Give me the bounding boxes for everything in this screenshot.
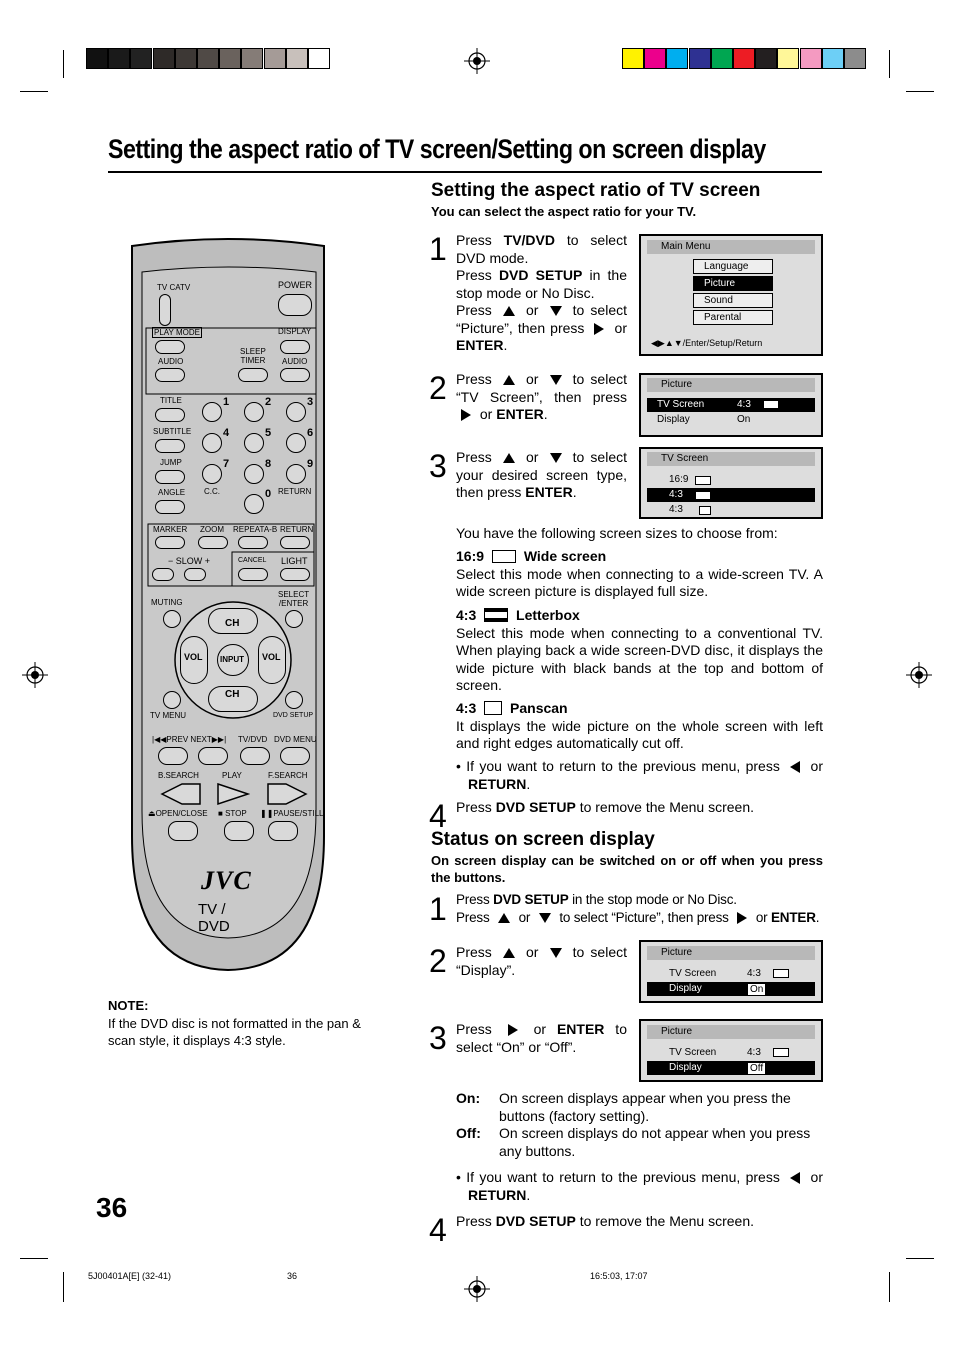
screen-icon <box>484 701 502 715</box>
up-arrow-icon <box>503 306 515 316</box>
option-panscan <box>456 700 823 753</box>
crop-mark <box>20 91 48 92</box>
right-arrow-icon <box>461 409 471 421</box>
osd-row-tvscreen <box>647 398 815 412</box>
digit-label: 9 <box>307 458 314 470</box>
up-arrow-icon <box>503 453 515 463</box>
select-enter-button[interactable] <box>285 610 303 628</box>
screen-icon <box>492 550 516 563</box>
color-swatch <box>777 48 799 69</box>
digit-4-button[interactable] <box>202 433 222 453</box>
osd-label: TV Screen <box>657 399 705 410</box>
osd-display-menu <box>639 940 823 1003</box>
osd-row-tvscreen <box>647 967 815 981</box>
zoom-button[interactable] <box>198 536 228 549</box>
option-text: Select this mode when connecting to a conventional TV. When playing back a wide screen-DVD disc, it displays the wide picture with black bands at the top and bottom of screen. <box>456 624 823 693</box>
on-text: On screen displays appear when you press the buttons (factory setting). <box>499 1090 791 1124</box>
osd-value: Off <box>747 1062 766 1075</box>
osd-row-tvscreen <box>647 1046 815 1060</box>
display-button[interactable] <box>280 340 310 354</box>
return-note: • If you want to return to the previous menu, press or RETURN. <box>456 758 823 792</box>
digit-label: 4 <box>223 427 230 439</box>
option-text: It displays the wide picture on the whole screen with left and right edges automatically cut off. <box>456 717 823 751</box>
digit-8-button[interactable] <box>244 464 264 484</box>
label-open-close: ⏏OPEN/CLOSE <box>148 809 208 818</box>
digit-label: 5 <box>265 427 272 439</box>
label-fsearch: F.SEARCH <box>268 771 308 780</box>
crop-mark <box>889 1272 890 1302</box>
color-swatch <box>844 48 866 69</box>
down-arrow-icon <box>550 453 562 463</box>
tv-menu-button[interactable] <box>163 691 181 709</box>
digit-label: 8 <box>265 458 272 470</box>
down-arrow-icon <box>550 948 562 958</box>
right-arrow-icon <box>737 912 747 924</box>
label-select-enter: SELECT /ENTER <box>278 590 310 608</box>
option-name: Wide screen <box>523 548 607 564</box>
osd-row-43-letterbox <box>647 488 815 502</box>
jump-button[interactable] <box>155 470 185 484</box>
page-number: 36 <box>96 1192 128 1223</box>
osd-title: Picture <box>647 378 815 392</box>
pause-still-button[interactable] <box>268 821 298 841</box>
osd-label: Display <box>669 1062 702 1073</box>
aspect-step1-text: Press TV/DVD to select DVD mode. Press DVD SETUP in the stop mode or No Disc. Press or to select “Picture”, then press or ENTER. <box>456 232 628 353</box>
osd-value: On <box>737 414 751 425</box>
option-name: Panscan <box>510 700 568 716</box>
digit-5-button[interactable] <box>244 433 264 453</box>
screen-icon <box>763 400 779 409</box>
screen-icon <box>484 608 508 622</box>
fsearch-button[interactable] <box>266 782 308 806</box>
off-label: Off: <box>456 1125 481 1141</box>
registration-mark-icon <box>464 1276 490 1302</box>
label-return-2: RETURN <box>280 525 314 534</box>
label-audio: AUDIO <box>158 357 184 366</box>
step-number: 1 <box>429 231 447 267</box>
bsearch-button[interactable] <box>160 782 202 806</box>
osd-label: TV Screen <box>669 1047 717 1058</box>
play-button[interactable] <box>216 782 250 806</box>
label-display: DISPLAY <box>278 327 312 336</box>
label-tv-dvd: TV/DVD <box>238 735 268 744</box>
label-subtitle: SUBTITLE <box>153 427 192 436</box>
registration-mark-icon <box>906 662 932 688</box>
osd-item-parental: Parental <box>693 310 773 325</box>
return-note: • If you want to return to the previous menu, press or RETURN. <box>456 1169 823 1203</box>
label-light: LIGHT <box>281 556 308 566</box>
dvd-menu-button[interactable] <box>280 747 310 765</box>
label-audio-tv: AUDIO <box>282 357 308 366</box>
label-jump: JUMP <box>160 458 182 467</box>
status-step4-text: Press DVD SETUP to remove the Menu screen. <box>456 1213 755 1229</box>
angle-button[interactable] <box>155 500 185 514</box>
aspect-heading: Setting the aspect ratio of TV screen <box>431 180 761 201</box>
screen-icon <box>773 969 789 978</box>
page-title: Setting the aspect ratio of TV screen/Setting on screen display <box>108 134 766 164</box>
down-arrow-icon <box>550 306 562 316</box>
label-dvd-setup: DVD SETUP <box>273 712 314 719</box>
prev-button[interactable] <box>158 747 188 765</box>
right-arrow-icon <box>594 323 604 335</box>
status-step2-text: Press or to select “Display”. <box>456 944 627 978</box>
osd-row-display <box>647 1061 815 1075</box>
label-dvd-menu: DVD MENU <box>274 735 317 744</box>
stop-button[interactable] <box>224 821 254 841</box>
color-swatch <box>711 48 733 69</box>
label-stop: ■ STOP <box>218 809 247 818</box>
osd-value: 4:3 <box>747 968 761 979</box>
label-muting: MUTING <box>151 598 183 607</box>
slow-plus-button[interactable] <box>184 568 206 581</box>
step-number: 1 <box>429 891 447 927</box>
osd-picture-menu <box>639 373 823 437</box>
osd-label: TV Screen <box>669 968 717 979</box>
step-number: 3 <box>429 1020 447 1056</box>
up-arrow-icon <box>503 948 515 958</box>
audio-button[interactable] <box>155 368 185 382</box>
digit-0-button[interactable] <box>244 494 264 514</box>
slow-minus-button[interactable] <box>152 568 174 581</box>
gray-swatch <box>308 48 330 69</box>
label-next: NEXT <box>190 735 212 744</box>
gray-swatch <box>219 48 241 69</box>
label-vol-down: VOL <box>184 652 203 662</box>
step-number: 4 <box>429 798 447 834</box>
osd-display-off-menu <box>639 1019 823 1082</box>
light-button[interactable] <box>280 568 310 581</box>
label-marker: MARKER <box>153 525 188 534</box>
osd-item-language: Language <box>693 259 773 274</box>
label-repeat: REPEATA-B <box>233 525 278 534</box>
osd-title: Main Menu <box>647 240 815 254</box>
right-arrow-icon <box>508 1024 518 1036</box>
osd-value: On <box>747 983 766 996</box>
open-close-button[interactable] <box>168 821 198 841</box>
step-number: 2 <box>429 943 447 979</box>
status-heading: Status on screen display <box>431 829 655 850</box>
jvc-logo: JVC <box>201 866 252 895</box>
label-slow: − SLOW + <box>168 556 211 566</box>
aspect-step3-text: Press or to select your desired screen type, then press ENTER. <box>456 449 627 500</box>
choose-intro: You have the following screen sizes to choose from: <box>456 525 778 541</box>
label-bsearch: B.SEARCH <box>158 771 199 780</box>
sleep-timer-button[interactable] <box>238 368 268 382</box>
label-title: TITLE <box>160 396 182 405</box>
osd-label: 4:3 <box>669 489 683 500</box>
subtitle-button[interactable] <box>155 439 185 453</box>
footer-code: 5J00401A[E] (32-41) <box>88 1271 172 1281</box>
option-text: Select this mode when connecting to a wide-screen TV. A wide screen picture is displayed full size. <box>456 565 823 599</box>
up-arrow-icon <box>498 913 510 923</box>
crop-mark <box>906 91 934 92</box>
gray-swatch <box>108 48 130 69</box>
osd-nav-hint-text: /Enter/Setup/Return <box>682 338 763 348</box>
on-label: On: <box>456 1090 481 1106</box>
gray-swatch <box>130 48 152 69</box>
digit-9-button[interactable] <box>286 464 306 484</box>
label-tv-catv: TV CATV <box>157 283 191 292</box>
play-mode-button[interactable] <box>155 340 185 354</box>
osd-row-43-panscan <box>647 503 815 517</box>
label-angle: ANGLE <box>158 488 186 497</box>
osd-item-picture: Picture <box>693 276 773 291</box>
step-number: 2 <box>429 370 447 406</box>
osd-value: 4:3 <box>747 1047 761 1058</box>
label-pause-text: PAUSE/STILL <box>273 809 324 818</box>
label-open-close-text: OPEN/CLOSE <box>155 809 208 818</box>
on-off-explanation <box>456 1090 823 1160</box>
note-text: If the DVD disc is not formatted in the pan & scan style, it displays 4:3 style. <box>108 1015 361 1048</box>
marker-button[interactable] <box>155 536 185 549</box>
digit-label: 6 <box>307 427 314 439</box>
left-arrow-icon <box>790 761 800 773</box>
digit-label: 7 <box>223 458 230 470</box>
tv-dvd-button[interactable] <box>240 747 270 765</box>
label-prev: PREV <box>166 735 189 744</box>
gray-swatch <box>241 48 263 69</box>
digit-1-button[interactable] <box>202 402 222 422</box>
registration-mark-icon <box>464 48 490 74</box>
gray-swatch <box>175 48 197 69</box>
label-prev-next: |◀◀PREV NEXT▶▶| <box>152 735 227 744</box>
option-widescreen <box>456 548 823 601</box>
osd-label: 4:3 <box>669 504 683 515</box>
status-step1-text: Press DVD SETUP in the stop mode or No Disc. Press or to select “Picture”, then press or ENTER. <box>456 892 820 925</box>
digit-label: 3 <box>307 396 314 408</box>
gray-swatch <box>86 48 108 69</box>
osd-row-169 <box>647 473 815 487</box>
label-sleep-timer: SLEEP TIMER <box>240 347 266 365</box>
down-arrow-icon <box>539 913 551 923</box>
option-letterbox <box>456 607 823 695</box>
left-arrow-icon <box>790 1172 800 1184</box>
gray-swatch <box>153 48 175 69</box>
osd-label: 16:9 <box>669 474 689 485</box>
osd-title: Picture <box>647 1025 815 1039</box>
label-cancel: CANCEL <box>238 557 267 564</box>
digit-label: 1 <box>223 396 230 408</box>
color-swatch <box>622 48 644 69</box>
screen-icon <box>695 491 711 500</box>
osd-row-display <box>647 982 815 996</box>
label-cc: C.C. <box>204 487 220 496</box>
return-button[interactable] <box>280 536 310 549</box>
cancel-button[interactable] <box>238 568 268 581</box>
gray-swatch <box>197 48 219 69</box>
aspect-step4-text: Press DVD SETUP to remove the Menu screen. <box>456 799 755 815</box>
digit-3-button[interactable] <box>286 402 306 422</box>
crop-mark <box>20 1258 48 1259</box>
label-zoom: ZOOM <box>200 525 224 534</box>
title-rule <box>108 171 822 173</box>
status-subheading: On screen display can be switched on or off when you press the buttons. <box>431 853 823 885</box>
osd-label: Display <box>669 983 702 994</box>
next-button[interactable] <box>198 747 228 765</box>
osd-item-sound: Sound <box>693 293 773 308</box>
note-heading: NOTE: <box>108 998 149 1013</box>
power-button[interactable] <box>278 294 312 316</box>
label-vol-up: VOL <box>262 652 281 662</box>
label-ch-up: CH <box>225 618 240 629</box>
crop-mark <box>906 1258 934 1259</box>
digit-2-button[interactable] <box>244 402 264 422</box>
registration-mark-icon <box>22 662 48 688</box>
digit-6-button[interactable] <box>286 433 306 453</box>
title-button[interactable] <box>155 408 185 422</box>
gray-swatch <box>264 48 286 69</box>
remote-model-label: TV / DVD <box>198 901 230 935</box>
tv-catv-switch[interactable] <box>159 294 171 326</box>
step-number: 4 <box>429 1212 447 1248</box>
option-label: 4:3 <box>456 607 477 623</box>
color-swatch <box>666 48 688 69</box>
option-label: 4:3 <box>456 700 477 716</box>
osd-tvscreen-menu <box>639 447 823 519</box>
osd-title: TV Screen <box>647 452 815 466</box>
osd-main-menu <box>639 234 823 356</box>
screen-icon <box>699 506 711 515</box>
screen-icon <box>695 476 711 485</box>
aspect-subheading: You can select the aspect ratio for your TV. <box>431 204 697 219</box>
digit-label: 0 <box>265 488 272 500</box>
dvd-setup-button[interactable] <box>285 691 303 709</box>
color-swatch <box>644 48 666 69</box>
osd-row-display <box>647 413 815 427</box>
digit-7-button[interactable] <box>202 464 222 484</box>
gray-swatch <box>286 48 308 69</box>
osd-nav-hint: ◀▶▲▼/Enter/Setup/Return <box>651 338 763 348</box>
label-play-mode: PLAY MODE <box>154 328 200 337</box>
down-arrow-icon <box>550 375 562 385</box>
off-text: On screen displays do not appear when you press any buttons. <box>499 1125 811 1159</box>
digit-label: 2 <box>265 396 272 408</box>
option-label: 16:9 <box>456 548 485 564</box>
footer-page: 36 <box>287 1271 298 1281</box>
label-play: PLAY <box>222 771 242 780</box>
color-swatch <box>689 48 711 69</box>
crop-mark <box>63 1272 64 1302</box>
crop-mark <box>63 50 64 78</box>
aspect-step2-text: Press or to select “TV Screen”, then press or ENTER. <box>456 371 627 422</box>
step-number: 3 <box>429 448 447 484</box>
footer-timestamp: 16:5:03, 17:07 <box>590 1271 648 1281</box>
repeat-ab-button[interactable] <box>238 536 268 549</box>
up-arrow-icon <box>503 375 515 385</box>
color-swatch <box>755 48 777 69</box>
color-swatch <box>800 48 822 69</box>
label-power: POWER <box>278 280 313 290</box>
color-swatch <box>822 48 844 69</box>
osd-label: Display <box>657 414 690 425</box>
label-tv-menu: TV MENU <box>150 711 186 720</box>
label-input: INPUT <box>220 655 244 664</box>
note-block <box>108 997 373 1050</box>
muting-button[interactable] <box>163 610 181 628</box>
osd-title: Picture <box>647 946 815 960</box>
label-return: RETURN <box>278 487 312 496</box>
option-name: Letterbox <box>516 607 580 623</box>
screen-icon <box>773 1048 789 1057</box>
label-stop-text: STOP <box>225 809 247 818</box>
status-step3-text: Press or ENTER to select “On” or “Off”. <box>456 1021 627 1055</box>
label-ch-down: CH <box>225 689 240 700</box>
osd-value: 4:3 <box>737 399 751 410</box>
audio-tv-button[interactable] <box>280 368 310 382</box>
color-swatch <box>733 48 755 69</box>
crop-mark <box>889 50 890 78</box>
label-pause: ❚❚PAUSE/STILL <box>260 809 324 818</box>
